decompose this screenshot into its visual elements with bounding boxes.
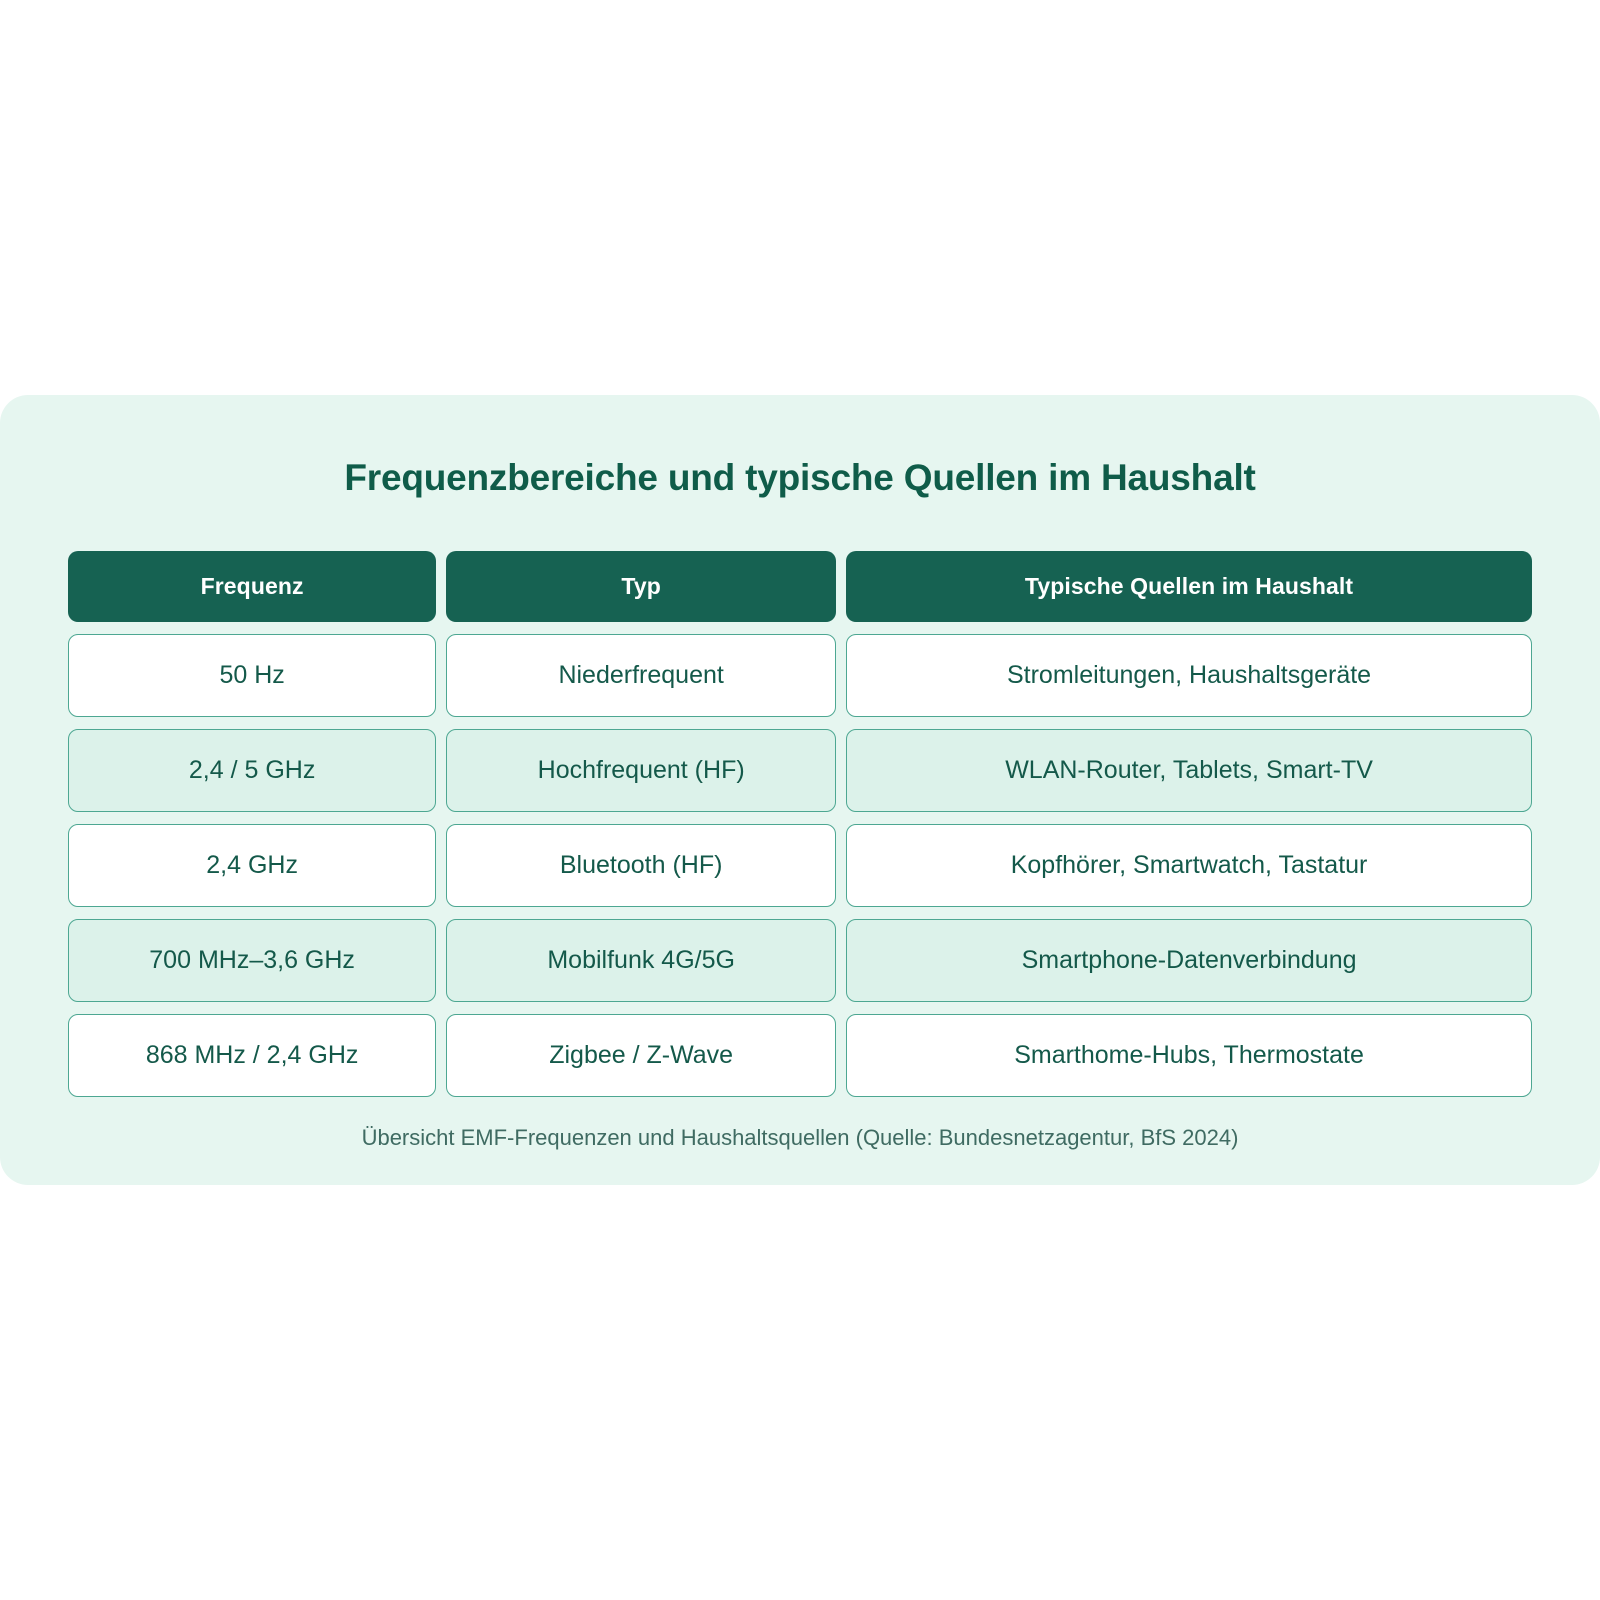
table-header-row — [68, 551, 1532, 622]
cell-typ: Hochfrequent (HF) — [446, 729, 836, 812]
cell-quellen: Kopfhörer, Smartwatch, Tastatur — [846, 824, 1532, 907]
cell-quellen: Smarthome-Hubs, Thermostate — [846, 1014, 1532, 1097]
column-header-quellen: Typische Quellen im Haushalt — [846, 551, 1532, 622]
cell-typ: Zigbee / Z-Wave — [446, 1014, 836, 1097]
column-header-typ: Typ — [446, 551, 836, 622]
cell-quellen: WLAN-Router, Tablets, Smart-TV — [846, 729, 1532, 812]
table-row — [68, 729, 1532, 812]
table-row — [68, 634, 1532, 717]
cell-typ: Bluetooth (HF) — [446, 824, 836, 907]
column-header-frequenz: Frequenz — [68, 551, 436, 622]
table-row — [68, 824, 1532, 907]
cell-quellen: Stromleitungen, Haushaltsgeräte — [846, 634, 1532, 717]
cell-frequenz: 2,4 GHz — [68, 824, 436, 907]
cell-typ: Niederfrequent — [446, 634, 836, 717]
table-body — [68, 634, 1532, 1097]
table-header — [68, 551, 1532, 622]
cell-typ: Mobilfunk 4G/5G — [446, 919, 836, 1002]
cell-quellen: Smartphone-Datenverbindung — [846, 919, 1532, 1002]
cell-frequenz: 50 Hz — [68, 634, 436, 717]
cell-frequenz: 700 MHz–3,6 GHz — [68, 919, 436, 1002]
cell-frequenz: 868 MHz / 2,4 GHz — [68, 1014, 436, 1097]
table-row — [68, 919, 1532, 1002]
table-row — [68, 1014, 1532, 1097]
table-caption: Übersicht EMF-Frequenzen und Haushaltsquellen (Quelle: Bundesnetzagentur, BfS 2024) — [361, 1125, 1239, 1150]
frequency-overview-card — [0, 395, 1600, 1185]
page-title: Frequenzbereiche und typische Quellen im Haushalt — [344, 457, 1256, 498]
frequency-table — [58, 539, 1542, 1109]
cell-frequenz: 2,4 / 5 GHz — [68, 729, 436, 812]
